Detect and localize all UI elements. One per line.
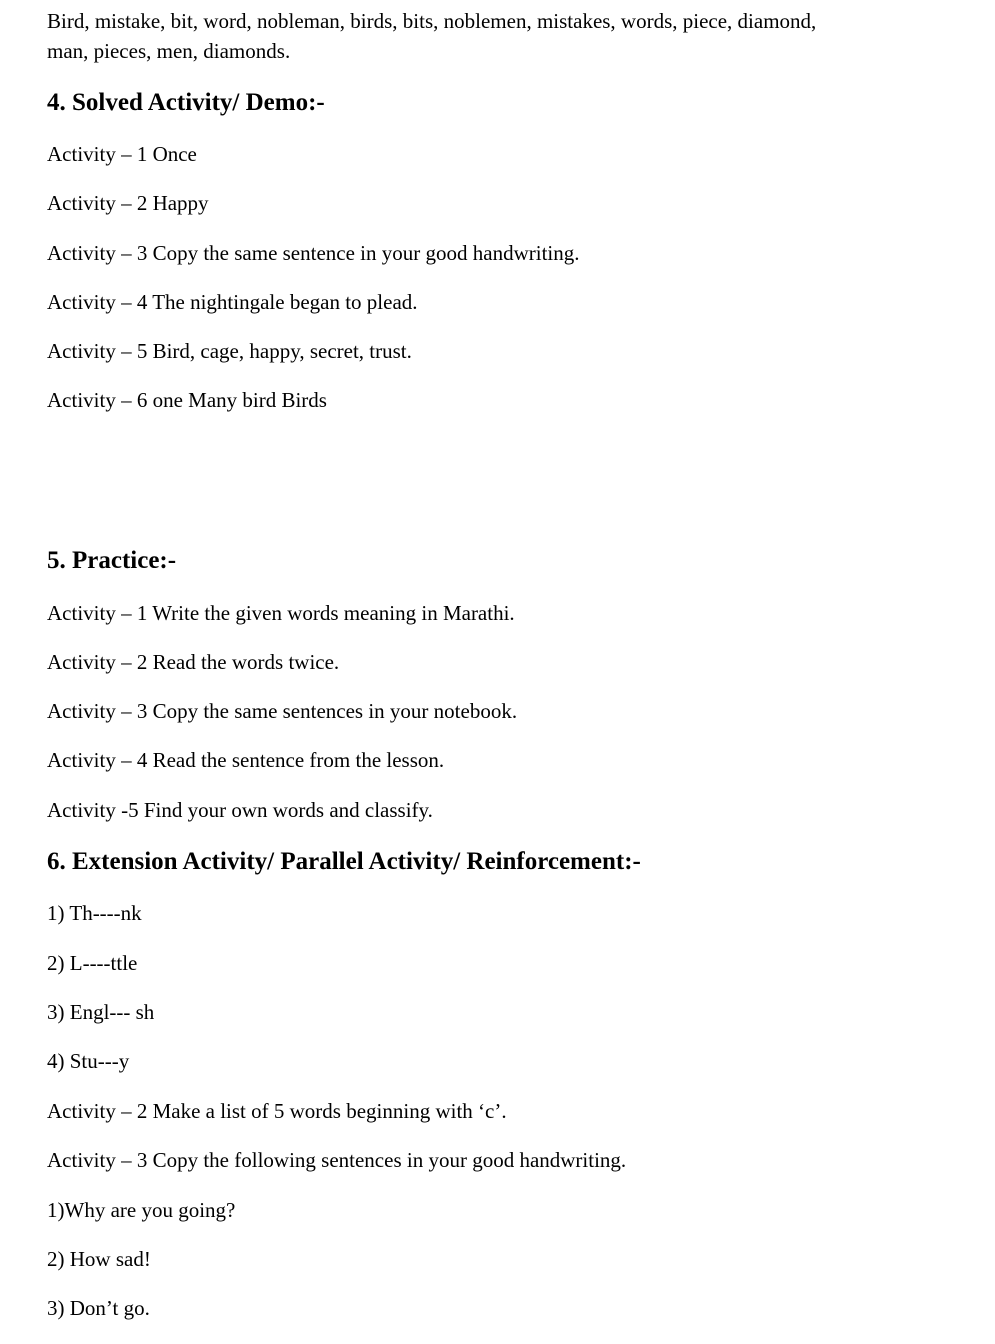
intro-line-2: man, pieces, men, diamonds.: [47, 39, 291, 63]
solved-activity-3: Activity – 3 Copy the same sentence in your good handwriting.: [47, 241, 580, 265]
practice-activity-5: Activity -5 Find your own words and classify.: [47, 798, 433, 822]
solved-activity-6: Activity – 6 one Many bird Birds: [47, 388, 327, 412]
solved-activity-1: Activity – 1 Once: [47, 142, 197, 166]
sentence-1: 1)Why are you going?: [47, 1198, 236, 1222]
solved-activity-5: Activity – 5 Bird, cage, happy, secret, trust.: [47, 339, 412, 363]
solved-activity-2: Activity – 2 Happy: [47, 191, 209, 215]
extension-activity-3: Activity – 3 Copy the following sentences in your good handwriting.: [47, 1148, 627, 1172]
extension-item-4: 4) Stu---y: [47, 1049, 130, 1073]
intro-line-1: Bird, mistake, bit, word, nobleman, birds, bits, noblemen, mistakes, words, piece, diamond,: [47, 9, 817, 33]
extension-heading: 6. Extension Activity/ Parallel Activity/ Reinforcement:-: [47, 848, 641, 875]
sentence-2: 2) How sad!: [47, 1247, 151, 1271]
extension-activity-2: Activity – 2 Make a list of 5 words beginning with ‘c’.: [47, 1099, 507, 1123]
practice-activity-3: Activity – 3 Copy the same sentences in your notebook.: [47, 699, 518, 723]
extension-item-1: 1) Th----nk: [47, 901, 142, 925]
practice-activity-4: Activity – 4 Read the sentence from the lesson.: [47, 748, 445, 772]
practice-activity-2: Activity – 2 Read the words twice.: [47, 650, 340, 674]
solved-activity-heading: 4. Solved Activity/ Demo:-: [47, 89, 325, 116]
sentence-3: 3) Don’t go.: [47, 1296, 150, 1320]
practice-activity-1: Activity – 1 Write the given words meaning in Marathi.: [47, 601, 515, 625]
solved-activity-4: Activity – 4 The nightingale began to plead.: [47, 290, 418, 314]
extension-item-3: 3) Engl--- sh: [47, 1000, 155, 1024]
practice-heading: 5. Practice:-: [47, 547, 177, 574]
extension-item-2: 2) L----ttle: [47, 951, 138, 975]
